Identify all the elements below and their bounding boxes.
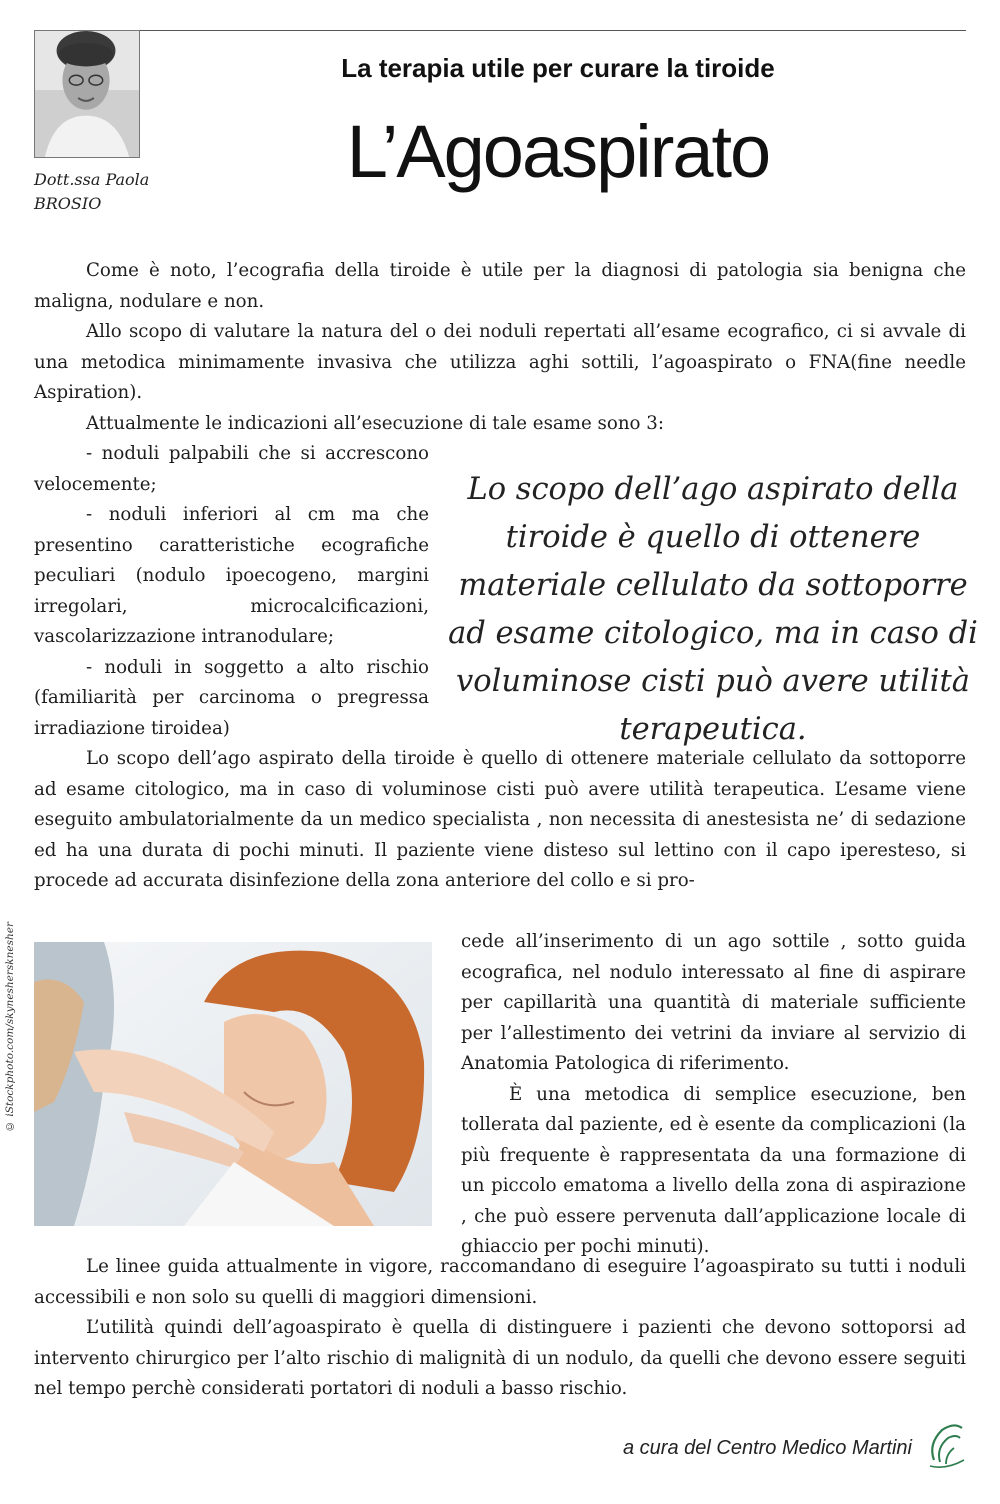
paragraph-7: L’utilità quindi dell’agoaspirato è quella di distinguere i pazienti che devono sottoporsi ad intervento chirurgico per l’alto rischio di malignità di un nodulo, da quelli che devono essere seguiti nel tempo perchè considerati portatori di noduli a basso rischio. (34, 1317, 966, 1399)
paragraph-5: È una metodica di semplice esecuzione, ben tollerata dal paziente, ed è esente da complicazioni (la più frequente è rappresentata da una formazione di un piccolo ematoma a livello della zona di aspirazione , che può essere pervenuta dall’applicazione locale di ghiaccio per pochi minuti). (461, 1083, 966, 1257)
paragraph-4-block (34, 744, 966, 897)
closing-block (34, 1252, 966, 1405)
photo-credit: © iStockphoto.com/skyneshersknesher (4, 921, 16, 1132)
list-item-3: - noduli in soggetto a alto rischio (familiarità per carcinoma o pregressa irradiazione tiroidea) (34, 656, 429, 739)
exam-photo (34, 942, 432, 1226)
footer-credit: a cura del Centro Medico Martini (622, 1437, 912, 1459)
paragraph-1: Come è noto, l’ecografia della tiroide è utile per la diagnosi di patologia sia benigna che maligna, nodulare e non. (34, 260, 966, 312)
paragraph-4-start: Lo scopo dell’ago aspirato della tiroide è quello di ottenere materiale cellulato da sottoporre ad esame citologico, ma in caso di voluminose cisti può avere utilità terapeutica. L’esame viene eseguito ambulatorialmente da un medico specialista , non necessita di anestesista ne’ di sedazione ed ha una durata di pochi minuti. Il paziente viene disteso sul lettino con il capo iperesteso, si procede ad accurata disinfezione della zona anteriore del collo e si pro- (34, 748, 966, 891)
list-item-1: - noduli palpabili che si accrescono velocemente; (34, 443, 429, 495)
article-subtitle: La terapia utile per curare la tiroide (341, 53, 775, 83)
author-photo (34, 30, 140, 158)
author-name-line2: BROSIO (34, 194, 102, 213)
intro-block (34, 256, 966, 439)
list-item-2: - noduli inferiori al cm ma che presentino caratteristiche ecografiche peculiari (nodulo ipoecogeno, margini irregolari, microcalcificazioni, vascolarizzazione intranodulare; (34, 504, 429, 647)
paragraph-4-end: cede all’inserimento di un ago sottile , sotto guida ecografica, nel nodulo interessato al fine di aspirare per capillarità una quantità di materiale sufficiente per l’allestimento dei vetrini da inviare al servizio di Anatomia Patologica di riferimento. (461, 931, 966, 1074)
paragraph-6: Le linee guida attualmente in vigore, raccomandano di eseguire l’agoaspirato su tutti i noduli accessibili e non solo su quelli di maggiori dimensioni. (34, 1256, 966, 1308)
article-title: L’Agoaspirato (346, 110, 770, 193)
author-name-line1: Dott.ssa Paola (34, 170, 150, 189)
centro-medico-logo-icon (926, 1420, 968, 1470)
pull-quote: Lo scopo dell’ago aspirato della tiroide è quello di ottenere materiale cellulato da sottoporre ad esame citologico, ma in caso di voluminose cisti può avere utilità terapeutica. (448, 472, 978, 747)
paragraph-2: Allo scopo di valutare la natura del o dei noduli repertati all’esame ecografico, ci si avvale di una metodica minimamente invasiva che utilizza aghi sottili, l’agoaspirato o FNA(fine needle Aspiration). (34, 321, 966, 403)
paragraph-3: Attualmente le indicazioni all’esecuzione di tale esame sono 3: (86, 412, 664, 434)
left-column (34, 439, 429, 744)
top-rule (34, 30, 966, 31)
right-column (461, 927, 966, 1263)
